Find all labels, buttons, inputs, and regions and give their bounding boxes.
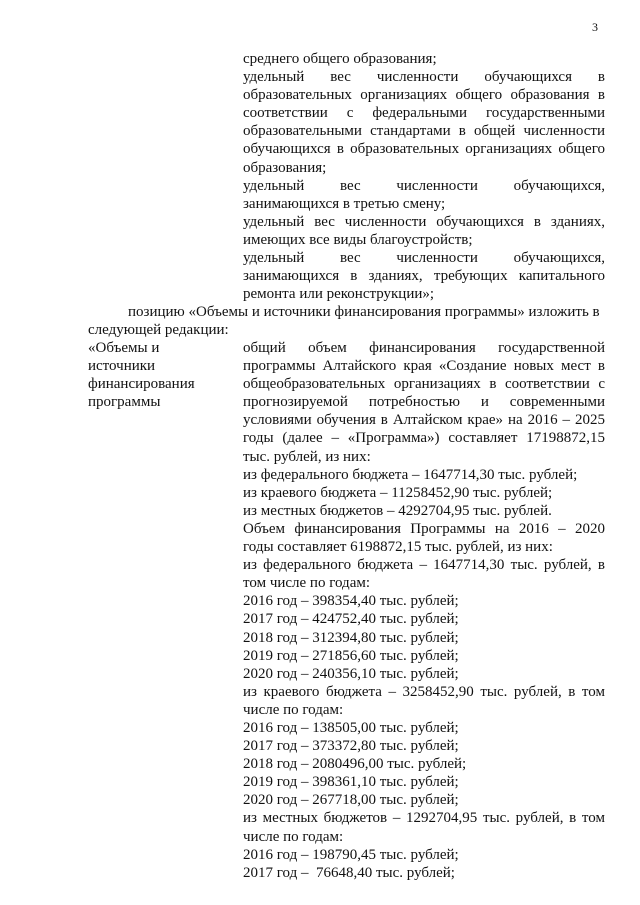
financing-total-federal: из федерального бюджета – 1647714,30 тыс. рублей; (243, 466, 578, 483)
amendment-instruction-line: следующей редакции: (88, 322, 229, 339)
regional-year-line: 2020 год – 267718,00 тыс. рублей; (243, 792, 459, 809)
position-label-line: программы (88, 394, 161, 411)
local-year-line: 2017 год – 76648,40 тыс. рублей; (243, 864, 455, 881)
regional-year-line: 2019 год – 398361,10 тыс. рублей; (243, 774, 459, 791)
indicator-list-continuation (243, 50, 605, 303)
federal-year-line: 2020 год – 240356,10 тыс. рублей; (243, 665, 459, 682)
financing-period-total: Объем финансирования Программы на 2016 – 2020 годы составляет 6198872,15 тыс. рублей, из них: (243, 520, 605, 556)
federal-year-line: 2016 год – 398354,40 тыс. рублей; (243, 593, 459, 610)
federal-year-line: 2019 год – 271856,60 тыс. рублей; (243, 647, 459, 664)
indicator-item: удельный вес численности обучающихся в зданиях, имеющих все виды благоустройств; (243, 213, 605, 248)
regional-year-line: 2017 год – 373372,80 тыс. рублей; (243, 738, 459, 755)
regional-year-line: 2018 год – 2080496,00 тыс. рублей; (243, 756, 467, 773)
position-label (88, 339, 238, 411)
regional-year-line: 2016 год – 138505,00 тыс. рублей; (243, 719, 459, 736)
financing-total-regional: из краевого бюджета – 11258452,90 тыс. рублей; (243, 484, 553, 501)
amendment-instruction (88, 303, 605, 339)
federal-year-line: 2017 год – 424752,40 тыс. рублей; (243, 611, 459, 628)
indicator-item: удельный вес численности обучающихся, занимающихся в зданиях, требующих капитального ремонта или реконструкции»; (243, 250, 605, 303)
position-label-line: источники (88, 358, 156, 375)
financing-text (243, 339, 605, 882)
page-number: 3 (592, 20, 598, 34)
federal-budget-heading: из федерального бюджета – 1647714,30 тыс. рублей, в том числе по годам: (243, 557, 605, 592)
indicator-item: удельный вес численности обучающихся, занимающихся в третью смену; (243, 177, 605, 212)
indicator-item: удельный вес численности обучающихся в образовательных организациях общего образования в соответствии с федеральными государственными образовательными стандартами в общей численности обучающихся в образовательных организациях общего образования; (243, 69, 605, 176)
regional-budget-heading: из краевого бюджета – 3258452,90 тыс. рублей, в том числе по годам: (243, 683, 605, 718)
amendment-instruction-line: позицию «Объемы и источники финансирования программы» изложить в (128, 304, 600, 320)
position-label-line: «Объемы и (88, 340, 160, 356)
financing-total-local: из местных бюджетов – 4292704,95 тыс. рублей. (243, 502, 552, 519)
financing-total: общий объем финансирования государственной программы Алтайского края «Создание новых мест в общеобразовательных организациях в соответствии с прогнозируемой потребностью и современными условиями обучения в Алтайском крае» на 2016 – 2025 годы (далее – «Программа») составляет 17198872,15 тыс. рублей, из них: (243, 340, 605, 465)
federal-year-line: 2018 год – 312394,80 тыс. рублей; (243, 629, 459, 646)
position-label-line: финансирования (88, 376, 195, 393)
indicator-item: среднего общего образования; (243, 51, 437, 67)
local-year-line: 2016 год – 198790,45 тыс. рублей; (243, 846, 459, 863)
local-budget-heading: из местных бюджетов – 1292704,95 тыс. рублей, в том числе по годам: (243, 810, 605, 845)
